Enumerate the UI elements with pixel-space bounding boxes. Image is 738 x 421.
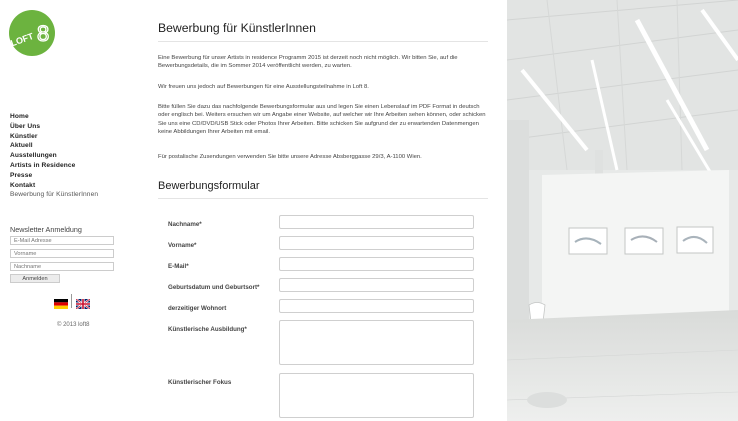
nav-item-aktuell[interactable]: Aktuell	[10, 142, 33, 150]
instructions-paragraph: Bitte füllen Sie dazu das nachfolgende Bewerbungsformular aus und legen Sie einen Lebenslauf im PDF Format in deutsch oder englisch bei. Weiters ersuchen wir um Angabe einer Website, auf welcher wir Ihre Arbeiten sehen können, oder schicken Sie uns eine CD/DVD/USB Stick oder Photos Ihrer Arbeiten. Bitte schicken Sie aufgrund der zu erwartenden Datenmengen keine Abbildungen Ihrer Arbeiten mit email.	[158, 104, 486, 136]
newsletter-submit-button[interactable]: Anmelden	[10, 274, 60, 283]
main-navigation	[10, 112, 98, 200]
newsletter-title: Newsletter Anmeldung	[10, 225, 82, 234]
language-divider	[71, 294, 72, 308]
copyright: © 2013 loft8	[57, 322, 90, 328]
nav-item-ausstellungen[interactable]: Ausstellungen	[10, 152, 57, 160]
nav-item-artists-in-residence[interactable]: Artists in Residence	[10, 161, 76, 169]
exhibition-paragraph: Wir freuen uns jedoch auf Bewerbungen für eine Ausstellungsteilnahme in Loft 8.	[158, 84, 369, 90]
nachname-input[interactable]	[279, 215, 474, 229]
label-email: E-Mail*	[168, 263, 189, 270]
newsletter-lastname-input[interactable]	[10, 262, 114, 271]
german-flag-icon[interactable]	[54, 296, 68, 306]
uk-flag-icon[interactable]	[76, 296, 90, 306]
label-fokus: Künstlerischer Fokus	[168, 379, 232, 386]
label-geburtsdatum: Geburtsdatum und Geburtsort*	[168, 284, 260, 291]
page-title: Bewerbung für KünstlerInnen	[158, 21, 316, 35]
nav-item-bewerbung[interactable]: Bewerbung für KünstlerInnen	[10, 191, 99, 199]
label-vorname: Vorname*	[168, 242, 197, 249]
sidebar	[0, 0, 150, 421]
newsletter-email-input[interactable]	[10, 236, 114, 245]
gallery-photo	[507, 0, 738, 421]
nav-item-presse[interactable]: Presse	[10, 171, 33, 179]
svg-text:8: 8	[37, 21, 50, 46]
title-divider	[158, 41, 488, 42]
vorname-input[interactable]	[279, 236, 474, 250]
ausbildung-textarea[interactable]	[279, 320, 474, 365]
email-input[interactable]	[279, 257, 474, 271]
nav-item-ueber-uns[interactable]: Über Uns	[10, 122, 41, 130]
fokus-textarea[interactable]	[279, 373, 474, 418]
newsletter-firstname-input[interactable]	[10, 249, 114, 258]
postal-paragraph: Für postalische Zusendungen verwenden Sie bitte unsere Adresse Absberggasse 29/3, A-1100 Wien.	[158, 154, 422, 160]
nav-item-kuenstler[interactable]: Künstler	[10, 132, 38, 140]
wohnort-input[interactable]	[279, 299, 474, 313]
form-title: Bewerbungsformular	[158, 180, 260, 192]
nav-item-home[interactable]: Home	[10, 113, 29, 120]
loft8-logo[interactable]	[7, 6, 57, 60]
label-ausbildung: Künstlerische Ausbildung*	[168, 326, 247, 333]
intro-paragraph: Eine Bewerbung für unser Artists in residence Programm 2015 ist derzeit noch nicht möglich. Wir bitten Sie, auf die Bewerbungsdetails, die im Sommer 2014 veröffentlicht werden, zu warten.	[158, 55, 458, 70]
form-title-divider	[158, 198, 488, 199]
geburtsdatum-input[interactable]	[279, 278, 474, 292]
nav-item-kontakt[interactable]: Kontakt	[10, 181, 36, 189]
label-nachname: Nachname*	[168, 221, 202, 228]
svg-text:LOFT: LOFT	[9, 30, 35, 49]
label-wohnort: derzeitiger Wohnort	[168, 305, 227, 312]
